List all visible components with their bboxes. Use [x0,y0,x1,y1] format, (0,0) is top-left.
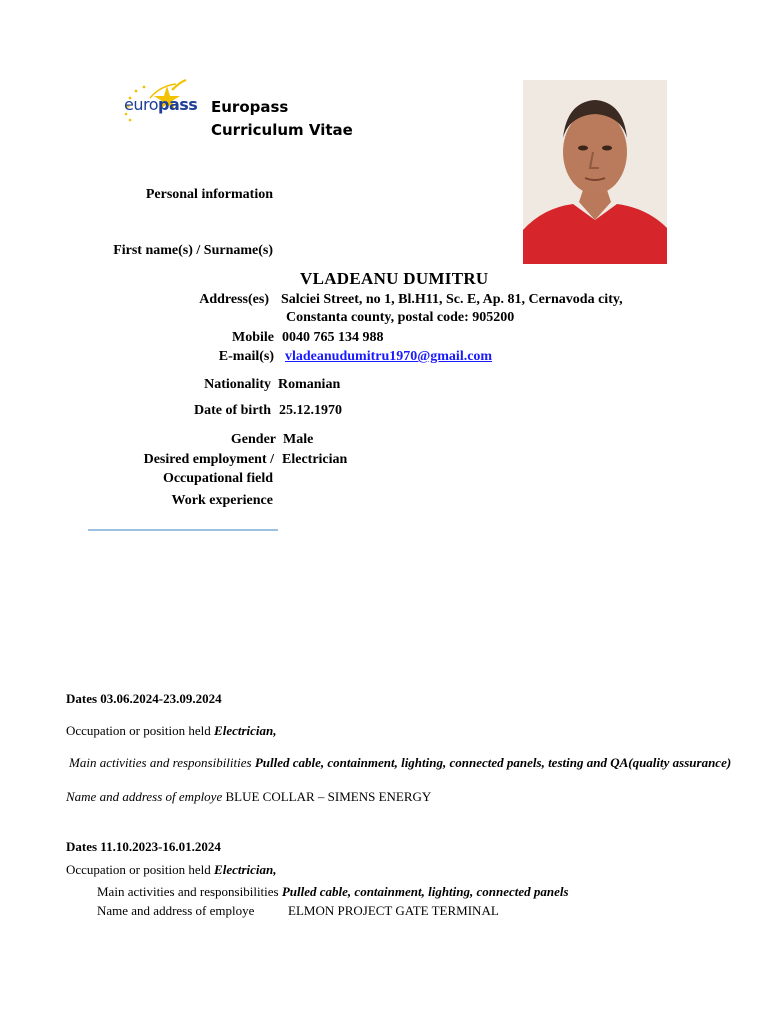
full-name: VLADEANU DUMITRU [300,269,489,288]
desired-label-1: Desired employment / [143,452,274,467]
job-1-occupation-label: Occupation or position held [66,723,215,738]
job-2-activities-value: Pulled cable, containment, lighting, connected panels [281,884,569,899]
job-2-employer-value: ELMON PROJECT GATE TERMINAL [288,903,499,918]
email-label: E-mail(s) [218,349,274,364]
job-1-occupation [66,723,277,739]
work-experience-label: Work experience [171,493,273,508]
logo-text-pass: pass [158,95,198,114]
job-1-employer-label: Name and address of employe [66,789,226,804]
desired-value: Electrician [282,452,348,467]
section-divider [88,529,278,531]
job-2-occupation-label: Occupation or position held [66,862,215,877]
job-2-occupation-value: Electrician, [214,862,277,877]
job-1-activities-value: Pulled cable, containment, lighting, connected panels, testing and QA(quality assurance) [254,755,732,770]
gender-value: Male [283,432,314,447]
gender-label: Gender [230,432,276,447]
job-1-occupation-value: Electrician, [214,723,277,738]
profile-photo [523,80,667,264]
job-1-employer [66,789,431,805]
address-line-2: Constanta county, postal code: 905200 [286,310,515,325]
nationality-label: Nationality [204,377,271,392]
job-2-employer-label: Name and address of employe [97,903,255,918]
mobile-value: 0040 765 134 988 [282,330,384,345]
job-1-activities [69,755,731,771]
job-1-employer-value: BLUE COLLAR – SIMENS ENERGY [225,789,432,804]
job-2-occupation [66,862,277,878]
mobile-label: Mobile [232,330,274,345]
address-line-1: Salciei Street, no 1, Bl.H11, Sc. E, Ap. 81, Cernavoda city, [281,292,623,307]
logo-text-euro: euro [124,95,158,114]
dob-label: Date of birth [194,403,271,418]
job-2-dates: Dates 11.10.2023-16.01.2024 [66,839,221,854]
person-photo-icon [523,80,667,264]
europass-logo [120,76,204,126]
name-label: First name(s) / Surname(s) [113,243,273,258]
header-title-2: Curriculum Vitae [211,121,353,139]
desired-label-2: Occupational field [162,471,273,486]
job-1-activities-label: Main activities and responsibilities [69,755,255,770]
job-1-dates: Dates 03.06.2024-23.09.2024 [66,691,222,706]
nationality-value: Romanian [278,377,341,392]
job-2-activities-label: Main activities and responsibilities [97,884,282,899]
job-2-activities [97,884,569,900]
personal-info-heading: Personal information [145,187,273,202]
header-title-1: Europass [211,98,289,116]
dob-value: 25.12.1970 [279,403,342,418]
email-link[interactable]: vladeanudumitru1970@gmail.com [285,349,493,364]
address-label: Address(es) [199,292,269,307]
